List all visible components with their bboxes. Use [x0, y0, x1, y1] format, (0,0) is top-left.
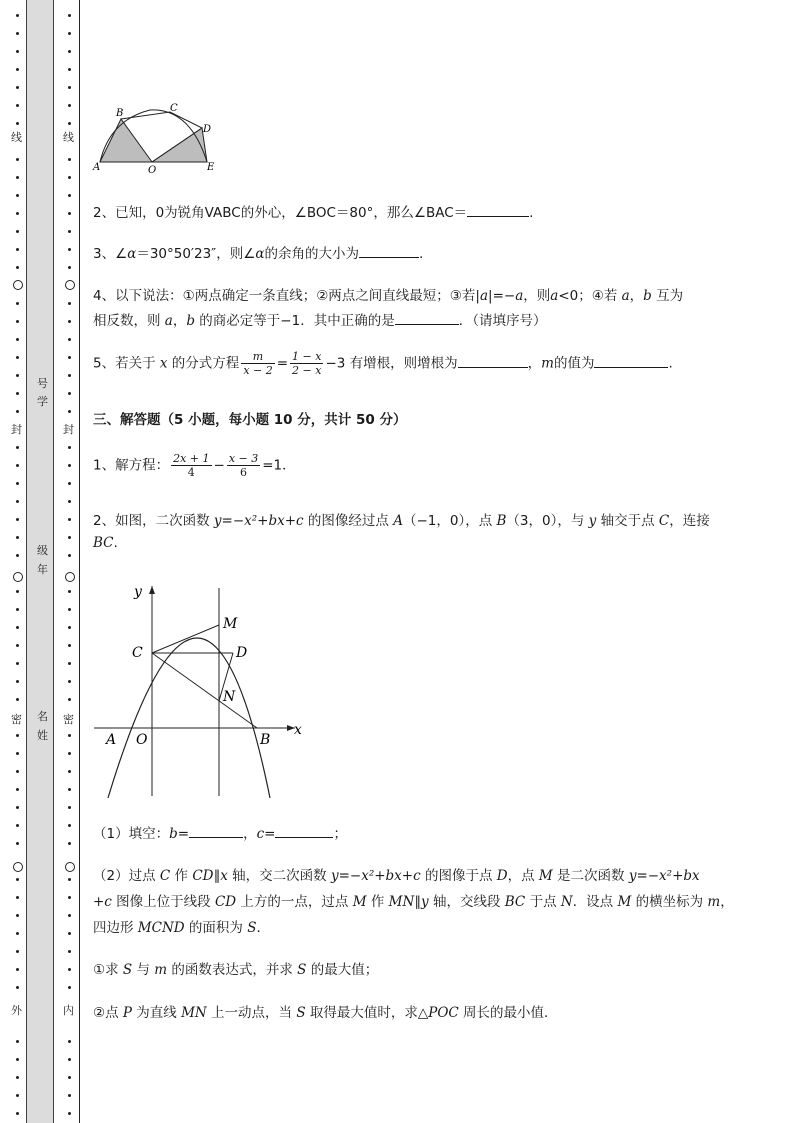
- strip-label-hao: 号: [37, 377, 48, 390]
- margin-dot: [16, 1040, 19, 1043]
- margin-dot: [68, 302, 71, 305]
- margin-dot: [16, 464, 19, 467]
- question-2: 2、已知，0为锐角VABC的外心，∠BOC＝80°，那么∠BAC＝ .: [93, 205, 534, 221]
- margin-dot: [16, 752, 19, 755]
- margin-dot: [68, 914, 71, 917]
- point-label-n: N: [223, 689, 236, 705]
- margin-dot: [16, 14, 19, 17]
- margin-dot: [16, 950, 19, 953]
- margin-dot: [16, 1112, 19, 1115]
- margin-dot: [68, 1076, 71, 1079]
- question-4-line-2: 相反数，则 a，b 的商必定等于−1．其中正确的是 ．（请填序号）: [93, 313, 547, 329]
- margin-dot: [68, 788, 71, 791]
- margin-dot: [68, 122, 71, 125]
- margin-dot: [68, 338, 71, 341]
- margin-dot: [68, 680, 71, 683]
- margin-dot: [16, 896, 19, 899]
- margin-dot: [68, 320, 71, 323]
- margin-dot: [68, 770, 71, 773]
- margin-dot: [68, 734, 71, 737]
- margin-dot: [68, 248, 71, 251]
- margin-dot: [16, 590, 19, 593]
- margin-dot: [68, 176, 71, 179]
- margin-dot: [16, 842, 19, 845]
- problem-2-part-1: （1）填空：b= ，c= ；: [93, 826, 347, 842]
- strip-label-nian: 年: [37, 563, 48, 576]
- margin-dot: [16, 104, 19, 107]
- margin-dot: [68, 896, 71, 899]
- fraction: $\frac{x - 3}{6}$: [228, 452, 259, 479]
- point-label-d: D: [236, 645, 248, 661]
- margin-dot: [16, 1058, 19, 1061]
- margin-dot: [68, 626, 71, 629]
- margin-dot: [16, 32, 19, 35]
- margin-dot: [68, 14, 71, 17]
- margin-label-wai: 外: [11, 1004, 22, 1017]
- margin-dot: [16, 230, 19, 233]
- axis-label-x: x: [294, 722, 302, 738]
- y-axis-arrow: [149, 586, 155, 594]
- margin-dot: [68, 1040, 71, 1043]
- margin-dot: [68, 500, 71, 503]
- problem-2-part-2-line-2: +c 图像上位于线段 CD 上方的一点，过点 M 作 MN∥y 轴，交线段 BC 于点 N．设点 M 的横坐标为 m，: [93, 894, 734, 910]
- margin-dot: [68, 230, 71, 233]
- margin-dot: [16, 446, 19, 449]
- margin-dot: [16, 788, 19, 791]
- margin-dot: [16, 212, 19, 215]
- margin-dot: [16, 1094, 19, 1097]
- margin-dot: [68, 536, 71, 539]
- margin-dot: [16, 482, 19, 485]
- margin-dot: [68, 446, 71, 449]
- problem-2-part-2-line-1: （2）过点 C 作 CD∥x 轴，交二次函数 y=−x²+bx+c 的图像于点 D，点 M 是二次函数 y=−x²+bx: [93, 868, 700, 884]
- margin-label-mi-left: 密: [11, 713, 22, 726]
- question-3: 3、∠α＝30°50′23″，则∠α的余角的大小为 .: [93, 246, 424, 262]
- margin-dot: [68, 878, 71, 881]
- margin-dot: [68, 518, 71, 521]
- margin-label-mi-right: 密: [63, 713, 74, 726]
- margin-dot: [16, 914, 19, 917]
- margin-dot: [16, 374, 19, 377]
- margin-dot: [16, 356, 19, 359]
- margin-dot: [68, 158, 71, 161]
- margin-label-nei: 内: [63, 1004, 74, 1017]
- margin-dot: [16, 644, 19, 647]
- margin-dot: [68, 644, 71, 647]
- fraction: $\frac{2x + 1}{4}$: [173, 452, 210, 479]
- margin-dot: [68, 212, 71, 215]
- margin-dot: [16, 320, 19, 323]
- margin-dot: [16, 176, 19, 179]
- margin-dot: [68, 482, 71, 485]
- margin-dot: [68, 392, 71, 395]
- margin-dot: [16, 194, 19, 197]
- margin-label-xian-left: 线: [11, 131, 22, 144]
- margin-ring: [13, 572, 23, 582]
- margin-dot: [16, 968, 19, 971]
- question-5: 5、若关于 x 的分式方程 $\frac{m}{x - 2}$ = $\frac{1 - x}{2 - x}$ −3 有增根，则增根为 ，m的值为 .: [93, 350, 673, 377]
- strip-label-ming: 名: [37, 710, 48, 723]
- margin-dot: [68, 1058, 71, 1061]
- margin-dot: [16, 824, 19, 827]
- margin-dot: [68, 266, 71, 269]
- margin-dot: [16, 86, 19, 89]
- margin-dot: [16, 806, 19, 809]
- figure-parabola: [90, 578, 310, 803]
- margin-dot: [68, 950, 71, 953]
- point-label-b: B: [260, 732, 271, 748]
- problem-2-line-2: BC.: [93, 535, 118, 551]
- fraction: $\frac{m}{x - 2}$: [243, 350, 273, 377]
- problem-2-part-2a: ①求 S 与 m 的函数表达式，并求 S 的最大值；: [93, 962, 379, 978]
- margin-dot: [68, 104, 71, 107]
- margin-dot: [68, 554, 71, 557]
- margin-dot: [16, 626, 19, 629]
- margin-dot: [16, 302, 19, 305]
- margin-dot: [68, 356, 71, 359]
- margin-dot: [68, 662, 71, 665]
- margin-dot: [16, 266, 19, 269]
- margin-dot: [68, 986, 71, 989]
- margin-dot: [16, 122, 19, 125]
- margin-dot: [68, 752, 71, 755]
- margin-dot: [16, 392, 19, 395]
- point-label-d: D: [203, 124, 212, 135]
- binding-strip: [26, 0, 54, 1123]
- margin-dot: [16, 500, 19, 503]
- margin-dot: [68, 806, 71, 809]
- strip-label-xue: 学: [37, 395, 48, 408]
- margin-dot: [68, 86, 71, 89]
- margin-dot: [68, 842, 71, 845]
- margin-dot: [16, 680, 19, 683]
- point-label-o: O: [148, 165, 157, 175]
- margin-dot: [16, 68, 19, 71]
- margin-dot: [16, 338, 19, 341]
- parabola: [108, 638, 270, 798]
- figure-semicircle: [90, 100, 220, 175]
- margin-dot: [16, 734, 19, 737]
- margin-dot: [16, 698, 19, 701]
- answer-blank[interactable]: [594, 355, 668, 368]
- margin-dot: [16, 158, 19, 161]
- point-label-c: C: [170, 103, 178, 114]
- margin-label-feng-right: 封: [63, 423, 74, 436]
- margin-dot: [16, 554, 19, 557]
- margin-rule: [79, 0, 80, 1123]
- fraction: $\frac{1 - x}{2 - x}$: [292, 350, 322, 377]
- margin-ring: [13, 280, 23, 290]
- margin-dot: [16, 932, 19, 935]
- axis-label-y: y: [134, 584, 142, 600]
- margin-dot: [16, 662, 19, 665]
- strip-label-ji: 级: [37, 544, 48, 557]
- margin-dot: [16, 248, 19, 251]
- margin-dot: [16, 770, 19, 773]
- point-label-o: O: [136, 732, 148, 748]
- problem-2-line-1: 2、如图，二次函数 y=−x²+bx+c 的图像经过点 A（−1，0），点 B（3，0），与 y 轴交于点 C，连接: [93, 513, 710, 529]
- answer-blank[interactable]: [458, 355, 528, 368]
- margin-dot: [68, 464, 71, 467]
- answer-blank-b[interactable]: [189, 825, 243, 838]
- section-heading: 三、解答题（5 小题，每小题 10 分，共计 50 分）: [93, 412, 407, 428]
- margin-dot: [68, 32, 71, 35]
- margin-dot: [68, 50, 71, 53]
- problem-2-part-2-line-3: 四边形 MCND 的面积为 S．: [93, 920, 270, 936]
- segment-cm: [152, 625, 219, 653]
- margin-dot: [68, 590, 71, 593]
- margin-dot: [16, 50, 19, 53]
- margin-dot: [16, 536, 19, 539]
- margin-ring: [65, 862, 75, 872]
- margin-dot: [16, 410, 19, 413]
- question-4-line-1: 4、以下说法：①两点确定一条直线；②两点之间直线最短；③若|a|=−a，则a<0；④若 a，b 互为: [93, 288, 684, 304]
- margin-dot: [16, 518, 19, 521]
- margin-dot: [68, 968, 71, 971]
- point-label-b: B: [116, 108, 124, 119]
- margin-dot: [68, 608, 71, 611]
- margin-dot: [68, 68, 71, 71]
- margin-dot: [68, 1112, 71, 1115]
- point-label-a: A: [106, 732, 117, 748]
- margin-ring: [65, 572, 75, 582]
- margin-ring: [13, 862, 23, 872]
- margin-dot: [68, 374, 71, 377]
- problem-2-part-2b: ②点 P 为直线 MN 上一动点，当 S 取得最大值时，求△POC 周长的最小值．: [93, 1005, 558, 1021]
- point-label-a: A: [93, 162, 101, 173]
- margin-dot: [16, 1076, 19, 1079]
- margin-label-feng-left: 封: [11, 423, 22, 436]
- margin-dot: [16, 878, 19, 881]
- strip-label-xing: 姓: [37, 729, 48, 742]
- margin-dot: [16, 608, 19, 611]
- margin-label-xian-right: 线: [63, 131, 74, 144]
- margin-dot: [68, 410, 71, 413]
- point-label-m: M: [223, 616, 238, 632]
- margin-ring: [65, 280, 75, 290]
- margin-dot: [16, 986, 19, 989]
- margin-dot: [68, 1094, 71, 1097]
- margin-dot: [68, 824, 71, 827]
- problem-1: 1、解方程： $\frac{2x + 1}{4}$ − $\frac{x - 3}{6}$ =1．: [93, 452, 296, 479]
- answer-blank[interactable]: [395, 312, 459, 325]
- point-label-c: C: [132, 645, 143, 661]
- margin-dot: [68, 698, 71, 701]
- margin-dot: [68, 932, 71, 935]
- margin-dot: [68, 194, 71, 197]
- point-label-e: E: [207, 162, 215, 173]
- answer-blank-c[interactable]: [275, 825, 333, 838]
- answer-blank[interactable]: [467, 204, 529, 217]
- answer-blank[interactable]: [359, 245, 419, 258]
